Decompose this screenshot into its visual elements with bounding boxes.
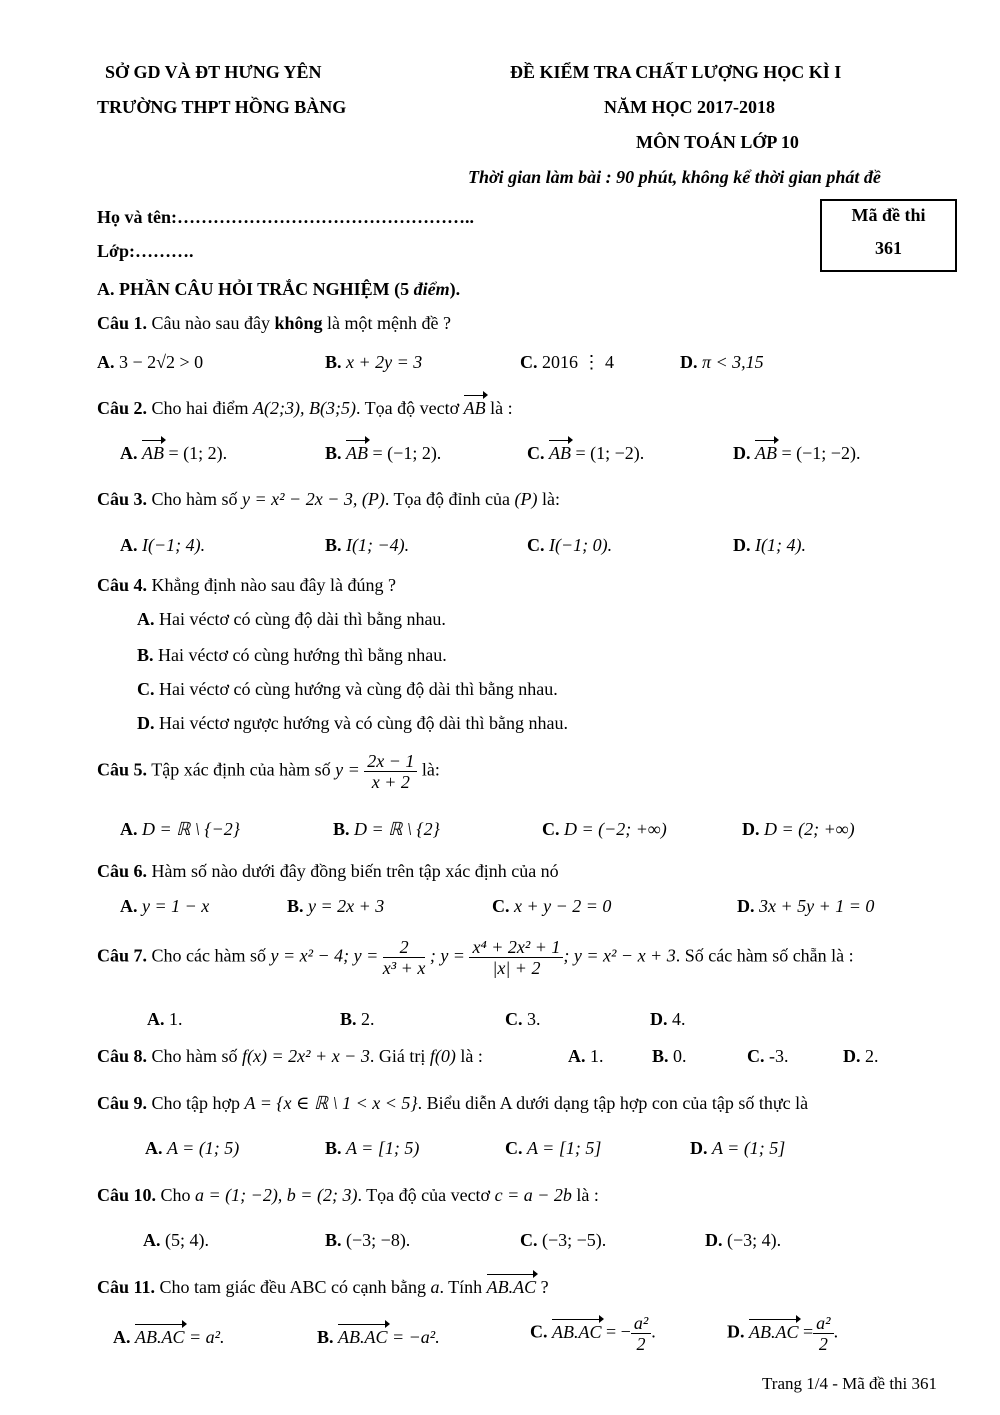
student-class-field: Lớp:……….: [97, 241, 194, 261]
q5-option-c: C. D = (−2; +∞): [542, 819, 667, 839]
q10-option-b: B. (−3; −8).: [325, 1230, 411, 1250]
q1-option-c: C. 2016 ⋮ 4: [520, 352, 614, 372]
q9-option-b: B. A = [1; 5): [325, 1138, 420, 1158]
q4-option-b: B. Hai véctơ có cùng hướng thì bằng nhau.: [137, 645, 447, 665]
q3-option-a: A. I(−1; 4).: [120, 535, 206, 555]
q2-option-d: D. AB = (−1; −2).: [733, 443, 861, 463]
exam-code-box: [820, 199, 957, 272]
q2-option-a: A. AB = (1; 2).: [120, 443, 228, 463]
question-5: Câu 5. Tập xác định của hàm số y = $\frac{2x - 1}{x + 2}$ là:: [97, 751, 440, 792]
dept-name: SỞ GD VÀ ĐT HƯNG YÊN: [105, 62, 322, 82]
q6-option-a: A. y = 1 − x: [120, 896, 210, 916]
question-11: Câu 11. Cho tam giác đều ABC có cạnh bằng a. Tính AB.AC ?: [97, 1277, 549, 1297]
student-name-field: Họ và tên:…………………………………………..: [97, 207, 474, 227]
question-8: Câu 8. Cho hàm số f(x) = 2x² + x − 3. Giá trị f(0) là :: [97, 1046, 483, 1066]
q1-option-d: D. π < 3,15: [680, 352, 764, 372]
q8-option-d: D. 2.: [843, 1046, 879, 1066]
q3-option-b: B. I(1; −4).: [325, 535, 410, 555]
q7-option-c: C. 3.: [505, 1009, 541, 1029]
exam-code-label: Mã đề thi: [851, 205, 926, 225]
q9-option-c: C. A = [1; 5]: [505, 1138, 602, 1158]
school-year: NĂM HỌC 2017-2018: [604, 97, 775, 117]
q4-option-c: C. Hai véctơ có cùng hướng và cùng độ dài thì bằng nhau.: [137, 679, 558, 699]
q9-option-a: A. A = (1; 5): [145, 1138, 240, 1158]
q7-option-d: D. 4.: [650, 1009, 686, 1029]
q8-option-c: C. -3.: [747, 1046, 789, 1066]
q5-fraction: $\frac{2x - 1}{x + 2}$: [364, 751, 417, 792]
q11-c-fraction: $\frac{\text{a²}}{2}$: [631, 1313, 651, 1354]
q7-option-a: A. 1.: [147, 1009, 183, 1029]
q7-option-b: B. 2.: [340, 1009, 375, 1029]
q9-option-d: D. A = (1; 5]: [690, 1138, 786, 1158]
page-footer: Trang 1/4 - Mã đề thi 361: [762, 1374, 938, 1393]
question-6: Câu 6. Hàm số nào dưới đây đồng biến trên tập xác định của nó: [97, 861, 559, 881]
q6-option-b: B. y = 2x + 3: [287, 896, 385, 916]
exam-time: Thời gian làm bài : 90 phút, không kể thời gian phát đề: [468, 167, 881, 187]
q4-option-a: A. Hai véctơ có cùng độ dài thì bằng nhau.: [137, 609, 446, 629]
q5-option-d: D. D = (2; +∞): [742, 819, 855, 839]
q1-option-b: B. x + 2y = 3: [325, 352, 423, 372]
question-3: Câu 3. Cho hàm số y = x² − 2x − 3, (P). Tọa độ đỉnh của (P) là:: [97, 489, 560, 509]
school-name: TRƯỜNG THPT HỒNG BÀNG: [97, 97, 347, 117]
question-7: Câu 7. Cho các hàm số y = x² − 4; y = $\frac{2}{\text{x³ + x}}$ ; y = $\frac{\text{x⁴ + 2x² + 1}}{|x| + 2}$ ; y = x² − x + 3. Số các hàm số chẵn là :: [97, 937, 854, 978]
q6-option-d: D. 3x + 5y + 1 = 0: [737, 896, 875, 916]
exam-code: 361: [875, 238, 902, 258]
q5-option-a: A. D = ℝ \ {−2}: [120, 819, 240, 839]
q10-option-d: D. (−3; 4).: [705, 1230, 782, 1250]
q3-option-c: C. I(−1; 0).: [527, 535, 613, 555]
q6-option-c: C. x + y − 2 = 0: [492, 896, 612, 916]
q4-option-d: D. Hai véctơ ngược hướng và có cùng độ dài thì bằng nhau.: [137, 713, 568, 733]
q2-option-b: B. AB = (−1; 2).: [325, 443, 442, 463]
q1-option-a: A. 3 − 2√2 > 0: [97, 352, 204, 372]
question-9: Câu 9. Cho tập hợp A = {x ∈ ℝ \ 1 < x < 5}. Biểu diễn A dưới dạng tập hợp con của tập số thực là: [97, 1093, 809, 1113]
q10-option-c: C. (−3; −5).: [520, 1230, 607, 1250]
q11-option-b: B. AB.AC = −a².: [317, 1327, 440, 1347]
q3-option-d: D. I(1; 4).: [733, 535, 806, 555]
exam-title: ĐỀ KIỂM TRA CHẤT LƯỢNG HỌC KÌ I: [510, 62, 842, 82]
q8-option-b: B. 0.: [652, 1046, 687, 1066]
subject: MÔN TOÁN LỚP 10: [636, 132, 799, 152]
q11-option-c: C. AB.AC = − $\frac{\text{a²}}{2}$ .: [530, 1313, 656, 1354]
q11-option-a: A. AB.AC = a².: [113, 1327, 225, 1347]
q11-d-fraction: $\frac{\text{a²}}{2}$: [813, 1313, 833, 1354]
question-2: Câu 2. Cho hai điểm A(2;3), B(3;5). Tọa độ vectơ AB là :: [97, 398, 513, 418]
section-a-title: A. PHẦN CÂU HỎI TRẮC NGHIỆM (5 điểm).: [97, 279, 461, 299]
q5-option-b: B. D = ℝ \ {2}: [333, 819, 440, 839]
question-4: Câu 4. Khẳng định nào sau đây là đúng ?: [97, 575, 396, 595]
q2-option-c: C. AB = (1; −2).: [527, 443, 645, 463]
q11-option-d: D. AB.AC = $\frac{\text{a²}}{2}$ .: [727, 1313, 839, 1354]
q10-option-a: A. (5; 4).: [143, 1230, 209, 1250]
question-1: Câu 1. Câu nào sau đây không là một mệnh đề ?: [97, 313, 451, 333]
question-10: Câu 10. Cho a = (1; −2), b = (2; 3). Tọa độ của vectơ c = a − 2b là :: [97, 1185, 599, 1205]
q7-fraction-2: $\frac{\text{x⁴ + 2x² + 1}}{|x| + 2}$: [469, 937, 563, 978]
q7-fraction-1: $\frac{2}{\text{x³ + x}}$: [382, 937, 426, 978]
q8-option-a: A. 1.: [568, 1046, 604, 1066]
